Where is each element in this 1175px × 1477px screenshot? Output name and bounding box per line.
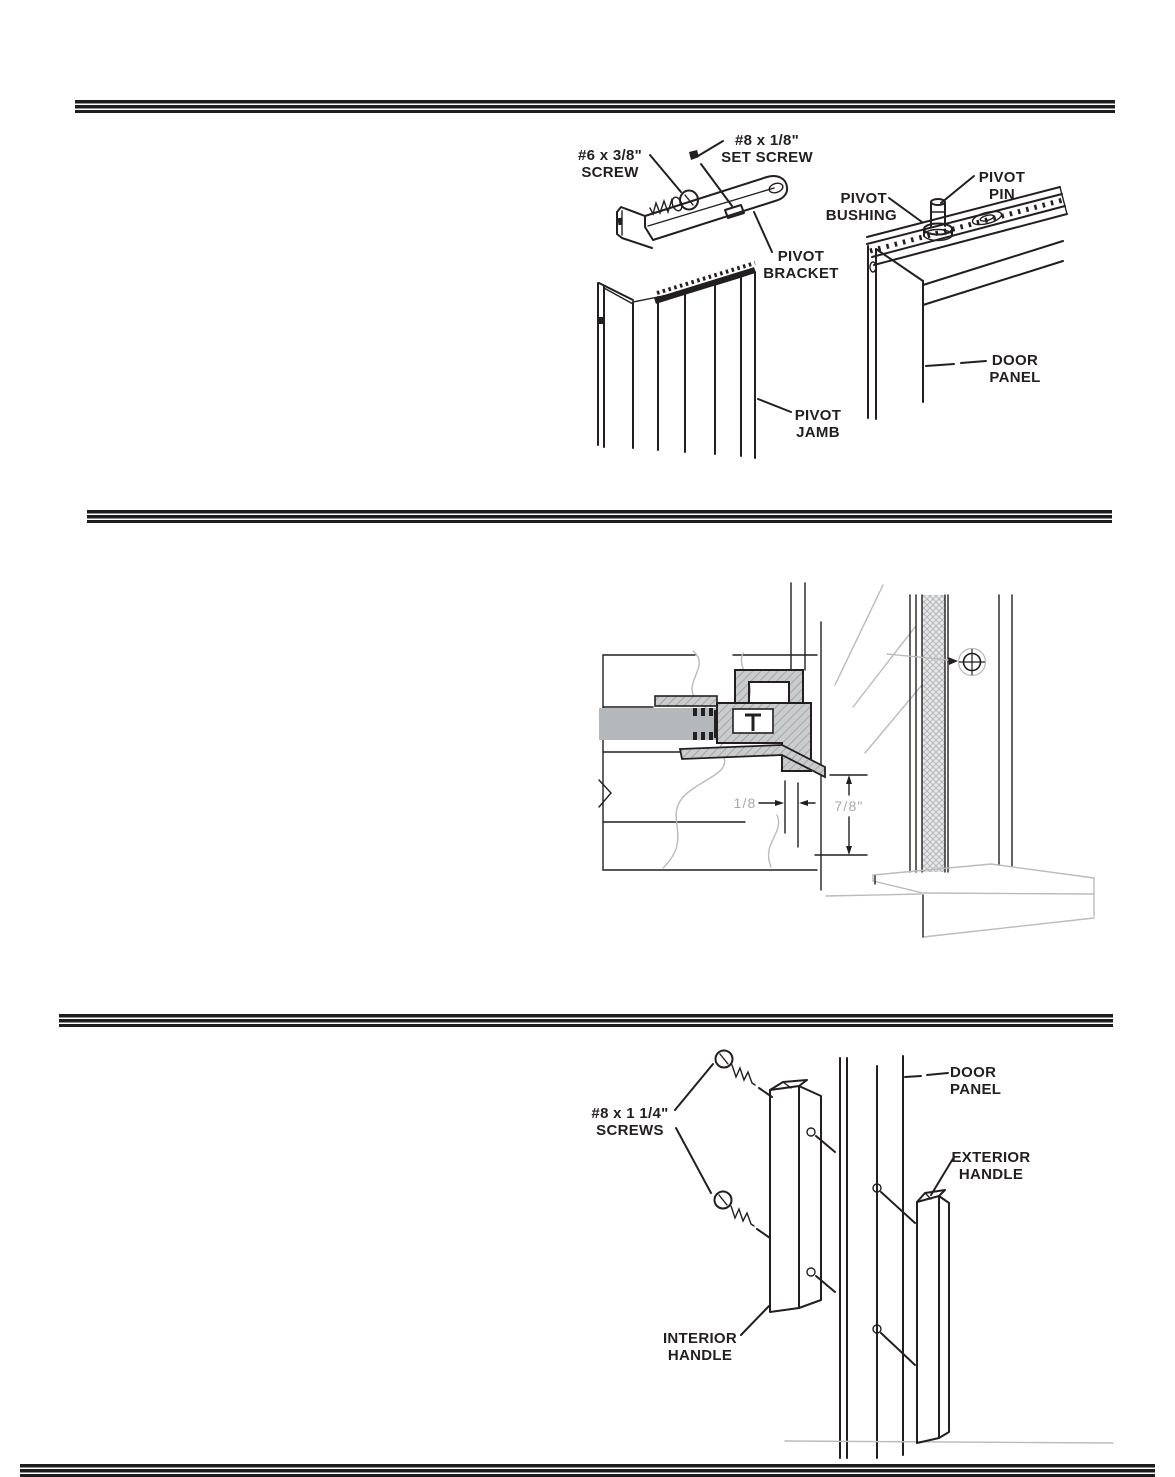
label-gap-dimension: 1/8 [733,795,757,811]
label-pivot-bracket-1: PIVOT [777,248,825,265]
section-divider-2 [87,510,1112,523]
label-door-panel-1: DOOR [991,352,1039,369]
label-screws: SCREWS [596,1122,664,1139]
exterior-handle-drawing [917,1190,949,1443]
label-pivot-bushing-1: PIVOT [840,190,887,207]
label-pivot-bushing-2: BUSHING [825,207,897,224]
label-set-screw-size: #8 x 1/8" [734,132,800,149]
label-screws-size: #8 x 1 1/4" [591,1105,669,1122]
label-exterior-handle-1: EXTERIOR [951,1149,1031,1166]
screw-icon [650,191,698,215]
label-screw-size: #6 x 3/8" [577,147,643,164]
pivot-bracket-drawing [617,176,787,248]
section-divider-4 [20,1464,1155,1477]
label-interior-handle-1: INTERIOR [662,1330,738,1347]
label-pivot-bracket-2: BRACKET [763,265,839,282]
label-interior-handle-2: HANDLE [667,1347,733,1364]
label-door-panel-2: PANEL [950,1081,1002,1098]
label-pivot-pin-2: PIN [989,186,1015,203]
glass-panel-section [599,708,716,740]
section-divider-3 [59,1014,1113,1027]
label-depth-dimension: 7/8" [834,798,864,814]
base-curb-drawing [826,864,1094,937]
label-pivot-pin-1: PIVOT [978,169,1026,186]
panel-elevation-drawing [826,595,1094,937]
figure-handle-installation [555,1040,1115,1460]
label-screw: SCREW [581,164,639,181]
handle-screw-icon-top [716,1051,773,1098]
label-set-screw: SET SCREW [721,149,813,166]
interior-handle-drawing [770,1080,835,1312]
gap-dimension [733,795,815,811]
figure-jamb-cross-section [585,575,1095,975]
leader-lines [675,1064,713,1193]
glass-elevation-strip [922,595,945,872]
pivot-jamb-drawing [598,263,755,458]
label-door-panel-1: DOOR [950,1064,997,1081]
label-door-panel-2: PANEL [989,369,1041,386]
section-divider-1 [75,100,1115,113]
handle-screw-icon-bottom [715,1192,771,1239]
door-gap-lines [785,781,798,847]
label-pivot-jamb-2: JAMB [796,424,840,441]
label-exterior-handle-2: HANDLE [958,1166,1024,1183]
set-screw-icon [689,150,699,160]
figure-pivot-assembly [555,115,1100,465]
label-pivot-jamb-1: PIVOT [794,407,842,424]
depth-dimension [815,775,867,855]
